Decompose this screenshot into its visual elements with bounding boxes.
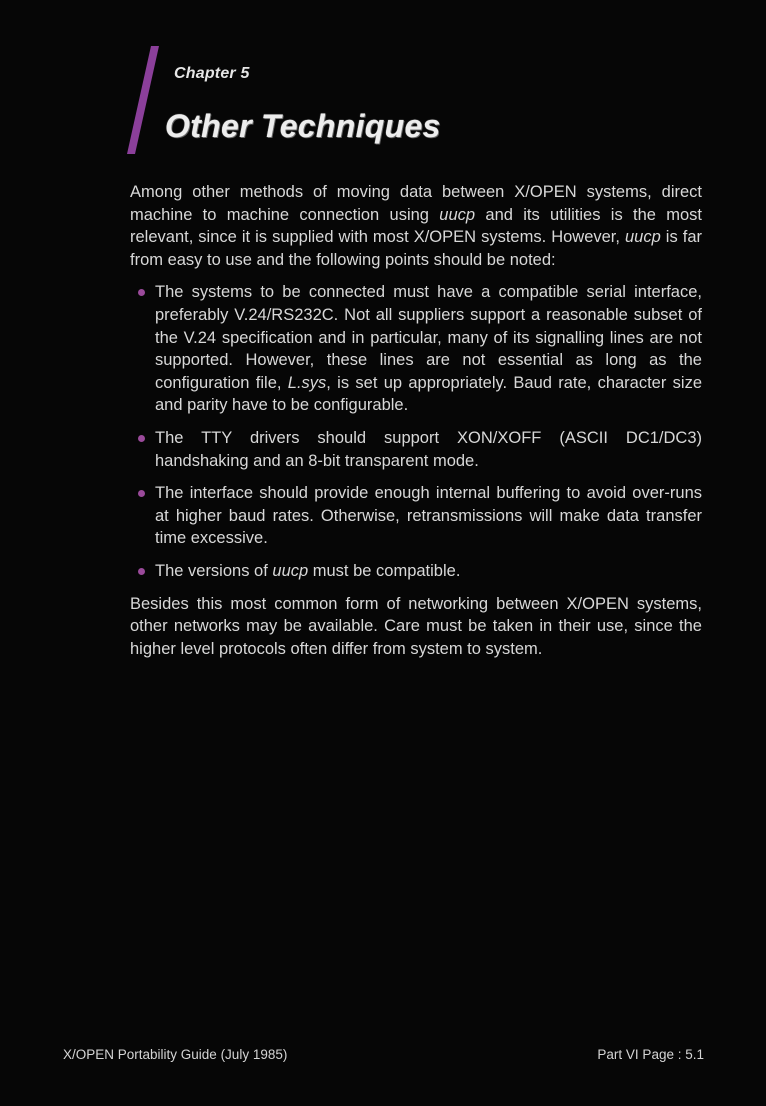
bullet-item-serial-interface bbox=[130, 281, 702, 417]
bullet-list bbox=[130, 281, 702, 582]
bullet-dot-icon bbox=[138, 289, 145, 296]
bullet-em: uucp bbox=[272, 561, 309, 580]
footer-publication: X/OPEN Portability Guide (July 1985) bbox=[63, 1047, 288, 1062]
intro-text-3: is far from easy to use and the following points should be noted: bbox=[130, 228, 703, 269]
bullet-item-buffering bbox=[130, 482, 702, 550]
accent-bar-shape bbox=[127, 46, 159, 154]
chapter-label: Chapter 5 bbox=[174, 65, 250, 82]
footer-page-number: Part VI Page : 5.1 bbox=[597, 1047, 704, 1062]
bullet-dot-icon bbox=[138, 568, 145, 575]
bullet-text: , is set up appropriately. Baud rate, character size and parity have to be configurable. bbox=[155, 373, 702, 415]
bullet-text: The systems to be connected must have a compatible serial interface, preferably V.24/RS232C. Not all suppliers support a reasonable subset of the V.24 specification and in particular, many of its signalling lines are not supported. However, these lines are not essential as long as the configuration file, bbox=[155, 283, 702, 392]
intro-text-2: and its utilities is the most relevant, since it is supplied with most X/OPEN systems. However, bbox=[130, 205, 703, 247]
bullet-text: The interface should provide enough internal buffering to avoid over-runs at higher baud rates. Otherwise, retransmissions will make data transfer time excessive. bbox=[155, 484, 702, 548]
chapter-accent-bar bbox=[127, 46, 159, 154]
bullet-dot-icon bbox=[138, 490, 145, 497]
intro-paragraph bbox=[130, 181, 702, 271]
body-text bbox=[130, 181, 702, 660]
intro-uucp-2: uucp bbox=[625, 228, 661, 247]
closing-paragraph: Besides this most common form of networking between X/OPEN systems, other networks may be available. Care must be taken in their use, since the higher level protocols often differ from system to system. bbox=[130, 594, 702, 658]
intro-uucp-1: uucp bbox=[439, 205, 476, 224]
intro-text-1: Among other methods of moving data between X/OPEN systems, direct machine to machine connection using bbox=[130, 183, 702, 224]
bullet-text: must be compatible. bbox=[308, 561, 461, 580]
bullet-dot-icon bbox=[138, 435, 145, 442]
bullet-text: The TTY drivers should support XON/XOFF (ASCII DC1/DC3) handshaking and an 8-bit transparent mode. bbox=[155, 428, 702, 470]
bullet-item-tty-drivers bbox=[130, 427, 702, 472]
bullet-text: The versions of bbox=[155, 561, 273, 580]
bullet-em: L.sys bbox=[287, 373, 327, 392]
bullet-item-uucp-versions bbox=[130, 560, 702, 583]
chapter-title: Other Techniques bbox=[165, 108, 441, 144]
